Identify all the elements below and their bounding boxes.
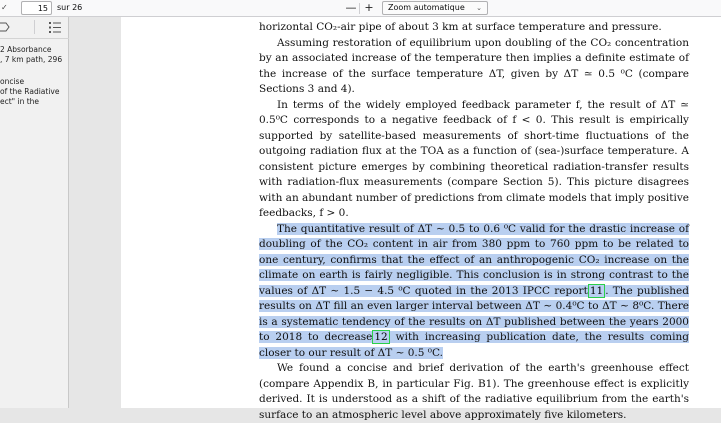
document-outline	[0, 45, 68, 114]
sidebar	[0, 17, 69, 408]
outline-item[interactable]	[0, 77, 68, 107]
outline-item-label: ect" in the	[0, 97, 40, 106]
outline-list-icon[interactable]	[49, 22, 61, 33]
outline-item-label: oncise	[0, 77, 25, 86]
chevron-down-icon: ⌄	[476, 4, 482, 12]
outline-item-label: 2 Absorbance	[0, 45, 52, 54]
zoom-out-button[interactable]: —	[345, 1, 357, 14]
pdf-toolbar	[0, 0, 721, 17]
sidebar-toolbar	[0, 17, 69, 39]
paragraph: In terms of the widely employed feedback parameter f, the result of ΔT ≃ 0.5⁰C corresponds to a negative feedback of f < 0. This result is empirically supported by satellite-based measurements of short-time fluctuations of the outgoing radiation flux at the TOA as a function of (sea-)surface temperature. A consistent picture emerges by combining theoretical radiation-transfer results with radiation-flux measurements (compare Section 5). This picture disagrees with an abundant number of predictions from climate models that imply positive feedbacks, f > 0.	[259, 98, 689, 219]
toolbar-separator	[359, 3, 360, 14]
paragraph: We found a concise and brief derivation of the earth's greenhouse effect (compare Appendix B, in particular Fig. B1). The greenhouse effect is explicitly derived. It is understood as a shift of the radiative equilibrium from the earth's surface to an atmospheric level above approximately five kilometers.	[259, 362, 689, 421]
outline-item-label: of the Radiative	[0, 87, 60, 96]
highlighted-paragraph	[259, 222, 689, 362]
selected-text: with increasing publication date, the results coming closer to our result of ΔT ∼ 0.5 ⁰C.	[259, 331, 689, 359]
paragraph: Assuming restoration of equilibrium upon doubling of the CO₂ concentration by an associated increase of the temperature then implies a definite estimate of the increase of the surface temperature ΔT, given by ΔT ≃ 0.5 ⁰C (compare Sections 3 and 4).	[259, 36, 689, 95]
selected-text: The quantitative result of ΔT ∼ 0.5 to 0.6 ⁰C valid for the drastic increase of doubling of the CO₂ content in air from 380 ppm to 760 ppm to be related to one century, confirms that the effect of an anthropogenic CO₂ increase on the climate on earth is fairly negligible. This conclusion is in strong contrast to the values of ΔT ∼ 1.5 − 4.5 ⁰C quoted in the 2013 IPCC report	[259, 222, 689, 297]
zoom-select[interactable]	[382, 1, 488, 15]
page-total-label: sur 26	[57, 3, 83, 12]
outline-item[interactable]	[0, 45, 68, 65]
paragraph: horizontal CO₂-air pipe of about 3 km at surface temperature and pressure.	[259, 21, 662, 33]
document-viewer[interactable]	[69, 17, 721, 421]
zoom-in-button[interactable]: +	[364, 1, 374, 14]
citation-link[interactable]: 12	[374, 331, 388, 343]
zoom-select-value: Zoom automatique	[388, 3, 465, 12]
chevron-down-icon[interactable]: ✓	[1, 3, 8, 12]
citation-link[interactable]: 11	[589, 284, 604, 297]
page-text	[259, 20, 689, 423]
outline-item-label: , 7 km path, 296	[0, 55, 63, 64]
selected-text: . The published results on ΔT fill an even larger interval between ΔT ∼ 0.4⁰C to ΔT ∼ 8⁰C. There is a systematic tendency of the results on ΔT published between the years 2000 to 2018 to decrease	[259, 284, 689, 343]
attachment-icon[interactable]	[0, 21, 10, 33]
sidebar-separator	[34, 20, 35, 34]
page-number-input[interactable]	[21, 1, 52, 15]
pdf-page	[121, 17, 721, 421]
